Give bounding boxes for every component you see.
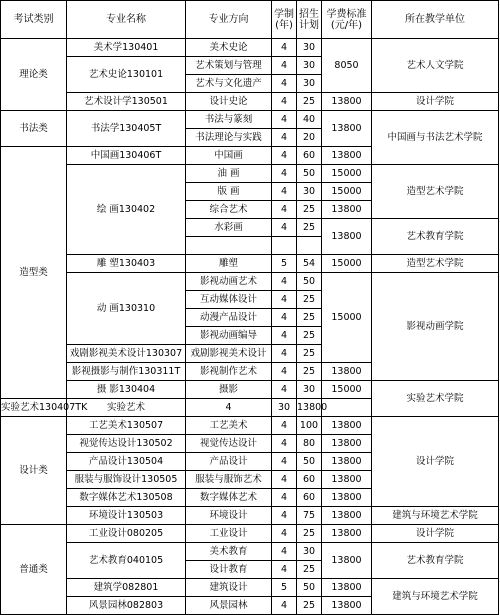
direction-cell: 雕塑 xyxy=(186,255,272,273)
fee-cell: 15000 xyxy=(322,255,372,273)
college-cell: 造型艺术学院 xyxy=(372,255,499,273)
years-cell: 4 xyxy=(272,543,297,561)
category-cell: 造型类 xyxy=(1,147,67,399)
plan-cell: 75 xyxy=(297,507,322,525)
years-cell: 4 xyxy=(272,201,297,219)
major-cell: 艺术史论130101 xyxy=(67,57,186,93)
plan-cell: 25 xyxy=(297,291,322,309)
major-cell: 环境设计130503 xyxy=(67,507,186,525)
direction-cell: 视觉传达设计 xyxy=(186,435,272,453)
header-years: 学制 (年) xyxy=(272,1,297,39)
plan-cell: 25 xyxy=(297,363,322,381)
direction-cell: 风景园林 xyxy=(186,597,272,615)
category-cell: 理论类 xyxy=(1,39,67,111)
years-cell: 4 xyxy=(272,561,297,579)
years-cell: 4 xyxy=(272,327,297,345)
header-category: 考试类别 xyxy=(1,1,67,39)
plan-cell: 100 xyxy=(297,417,322,435)
years-cell: 4 xyxy=(272,111,297,129)
direction-cell: 互动媒体设计 xyxy=(186,291,272,309)
major-cell: 书法学130405T xyxy=(67,111,186,147)
years-cell xyxy=(272,237,297,255)
direction-cell: 动漫产品设计 xyxy=(186,309,272,327)
plan-cell: 30 xyxy=(297,75,322,93)
plan-cell: 30 xyxy=(297,543,322,561)
direction-cell: 综合艺术 xyxy=(186,201,272,219)
direction-cell: 水彩画 xyxy=(186,219,272,237)
direction-cell: 服装与服饰艺术 xyxy=(186,471,272,489)
table-row xyxy=(1,111,499,129)
college-cell: 设计学院 xyxy=(372,525,499,543)
plan-cell: 50 xyxy=(297,453,322,471)
major-cell: 艺术教育040105 xyxy=(67,543,186,579)
direction-cell: 工艺美术 xyxy=(186,417,272,435)
years-cell: 4 xyxy=(272,219,297,237)
years-cell: 4 xyxy=(272,381,297,399)
years-cell: 4 xyxy=(272,597,297,615)
college-cell: 艺术教育学院 xyxy=(372,219,499,255)
major-cell: 雕 塑130403 xyxy=(67,255,186,273)
years-cell: 4 xyxy=(272,129,297,147)
direction-cell: 摄影 xyxy=(186,381,272,399)
direction-cell: 环境设计 xyxy=(186,507,272,525)
years-cell: 4 xyxy=(272,489,297,507)
plan-cell: 25 xyxy=(297,561,322,579)
direction-cell: 影视动画艺术 xyxy=(186,273,272,291)
major-cell: 动 画130310 xyxy=(67,273,186,345)
table-row xyxy=(1,165,499,183)
direction-cell: 油 画 xyxy=(186,165,272,183)
major-cell: 绘 画130402 xyxy=(67,165,186,255)
years-cell: 4 xyxy=(272,345,297,363)
fee-cell: 13800 xyxy=(322,489,372,507)
major-cell: 产品设计130504 xyxy=(67,453,186,471)
years-cell: 4 xyxy=(272,309,297,327)
plan-cell: 54 xyxy=(297,255,322,273)
years-cell: 5 xyxy=(272,579,297,597)
years-cell: 4 xyxy=(272,147,297,165)
fee-cell: 15000 xyxy=(322,273,372,363)
years-cell: 4 xyxy=(272,453,297,471)
fee-cell: 8050 xyxy=(322,39,372,93)
major-cell: 数字媒体艺术130508 xyxy=(67,489,186,507)
direction-cell: 美术史论 xyxy=(186,39,272,57)
fee-cell: 15000 xyxy=(322,183,372,201)
table-row xyxy=(1,273,499,291)
direction-cell: 设计教育 xyxy=(186,561,272,579)
college-cell: 建筑与环境艺术学院 xyxy=(372,579,499,615)
direction-cell: 戏剧影视美术设计 xyxy=(186,345,272,363)
major-cell: 中国画130406T xyxy=(67,147,186,165)
direction-cell: 实验艺术 xyxy=(67,399,186,417)
direction-cell: 书法与篆刻 xyxy=(186,111,272,129)
plan-cell: 30 xyxy=(297,183,322,201)
table-row xyxy=(1,255,499,273)
plan-cell: 50 xyxy=(297,273,322,291)
major-cell: 工艺美术130507 xyxy=(67,417,186,435)
major-cell: 美术学130401 xyxy=(67,39,186,57)
years-cell: 4 xyxy=(272,471,297,489)
direction-cell: 影视制作艺术 xyxy=(186,363,272,381)
major-cell: 影视摄影与制作130311T xyxy=(67,363,186,381)
plan-cell: 60 xyxy=(297,489,322,507)
fee-cell: 13800 xyxy=(322,471,372,489)
plan-cell: 50 xyxy=(297,579,322,597)
plan-cell: 25 xyxy=(297,345,322,363)
direction-cell: 数字媒体艺术 xyxy=(186,489,272,507)
fee-cell: 13800 xyxy=(322,453,372,471)
table-row xyxy=(1,39,499,57)
direction-cell: 设计史论 xyxy=(186,93,272,111)
fee-cell: 13800 xyxy=(322,93,372,111)
college-cell: 影视动画学院 xyxy=(372,273,499,381)
plan-cell: 40 xyxy=(297,111,322,129)
major-cell: 风景园林082803 xyxy=(67,597,186,615)
fee-cell: 13800 xyxy=(322,363,372,381)
college-cell: 设计学院 xyxy=(372,417,499,507)
direction-cell: 建筑设计 xyxy=(186,579,272,597)
category-cell: 普通类 xyxy=(1,525,67,615)
header-direction: 专业方向 xyxy=(186,1,272,39)
major-cell: 戏剧影视美术设计130307 xyxy=(67,345,186,363)
direction-cell: 书法理论与实践 xyxy=(186,129,272,147)
table-row xyxy=(1,381,499,399)
plan-cell: 20 xyxy=(297,129,322,147)
direction-cell: 工业设计 xyxy=(186,525,272,543)
years-cell: 4 xyxy=(272,363,297,381)
header-major: 专业名称 xyxy=(67,1,186,39)
fee-cell: 13800 xyxy=(322,597,372,615)
category-cell: 书法类 xyxy=(1,111,67,147)
years-cell: 5 xyxy=(272,255,297,273)
major-cell: 工业设计080205 xyxy=(67,525,186,543)
college-cell: 造型艺术学院 xyxy=(372,165,499,219)
college-cell: 建筑与环境艺术学院 xyxy=(372,507,499,525)
major-cell: 视觉传达设计130502 xyxy=(67,435,186,453)
plan-cell: 25 xyxy=(297,525,322,543)
table-row xyxy=(1,93,499,111)
header-college: 所在教学单位 xyxy=(372,1,499,39)
table-row xyxy=(1,507,499,525)
direction-cell: 版 画 xyxy=(186,183,272,201)
header-plan: 招生 计划 xyxy=(297,1,322,39)
plan-cell: 60 xyxy=(297,147,322,165)
plan-cell: 30 xyxy=(272,399,297,417)
plan-cell: 25 xyxy=(297,327,322,345)
years-cell: 4 xyxy=(272,435,297,453)
years-cell: 4 xyxy=(272,525,297,543)
college-cell: 设计学院 xyxy=(372,93,499,111)
header-fee: 学费标准 (元/年) xyxy=(322,1,372,39)
college-cell: 艺术教育学院 xyxy=(372,543,499,579)
college-cell: 艺术人文学院 xyxy=(372,39,499,93)
years-cell: 4 xyxy=(186,399,272,417)
fee-cell: 13800 xyxy=(322,417,372,435)
college-cell: 实验艺术学院 xyxy=(372,381,499,417)
fee-cell: 15000 xyxy=(322,165,372,183)
years-cell: 4 xyxy=(272,75,297,93)
category-cell: 设计类 xyxy=(1,417,67,525)
plan-cell: 25 xyxy=(297,597,322,615)
years-cell: 4 xyxy=(272,417,297,435)
major-cell: 服装与服饰设计130505 xyxy=(67,471,186,489)
plan-cell xyxy=(297,237,322,255)
plan-cell: 25 xyxy=(297,93,322,111)
plan-cell: 80 xyxy=(297,435,322,453)
fee-cell: 13800 xyxy=(322,525,372,543)
fee-cell: 13800 xyxy=(322,543,372,579)
table-row xyxy=(1,579,499,597)
years-cell: 4 xyxy=(272,93,297,111)
years-cell: 4 xyxy=(272,165,297,183)
table-row xyxy=(1,525,499,543)
major-cell: 艺术设计学130501 xyxy=(67,93,186,111)
plan-cell: 25 xyxy=(297,201,322,219)
direction-cell: 中国画 xyxy=(186,147,272,165)
plan-cell: 60 xyxy=(297,471,322,489)
fee-cell: 13800 xyxy=(322,579,372,597)
fee-cell: 13800 xyxy=(322,435,372,453)
major-cell: 实验艺术130407TK xyxy=(1,399,67,417)
plan-cell: 25 xyxy=(297,309,322,327)
fee-cell: 13800 xyxy=(322,219,372,255)
years-cell: 4 xyxy=(272,39,297,57)
plan-cell: 30 xyxy=(297,381,322,399)
fee-cell: 13800 xyxy=(322,507,372,525)
plan-cell: 30 xyxy=(297,57,322,75)
years-cell: 4 xyxy=(272,273,297,291)
plan-cell: 50 xyxy=(297,165,322,183)
years-cell: 4 xyxy=(272,507,297,525)
plan-cell: 25 xyxy=(297,219,322,237)
major-cell: 建筑学082801 xyxy=(67,579,186,597)
years-cell: 4 xyxy=(272,291,297,309)
fee-cell: 13800 xyxy=(322,201,372,219)
direction-cell xyxy=(186,237,272,255)
direction-cell: 艺术与文化遗产 xyxy=(186,75,272,93)
years-cell: 4 xyxy=(272,57,297,75)
major-cell: 摄 影130404 xyxy=(67,381,186,399)
fee-cell: 15000 xyxy=(322,381,372,399)
direction-cell: 艺术策划与管理 xyxy=(186,57,272,75)
direction-cell: 影视动画编导 xyxy=(186,327,272,345)
direction-cell: 产品设计 xyxy=(186,453,272,471)
college-cell: 中国画与书法艺术学院 xyxy=(372,111,499,165)
header-row xyxy=(1,1,499,39)
table-row xyxy=(1,417,499,435)
table-row xyxy=(1,543,499,561)
fee-cell: 13800 xyxy=(322,111,372,147)
years-cell: 4 xyxy=(272,183,297,201)
direction-cell: 美术教育 xyxy=(186,543,272,561)
fee-cell: 13800 xyxy=(322,147,372,165)
fee-cell: 13800 xyxy=(297,399,322,417)
plan-cell: 30 xyxy=(297,39,322,57)
